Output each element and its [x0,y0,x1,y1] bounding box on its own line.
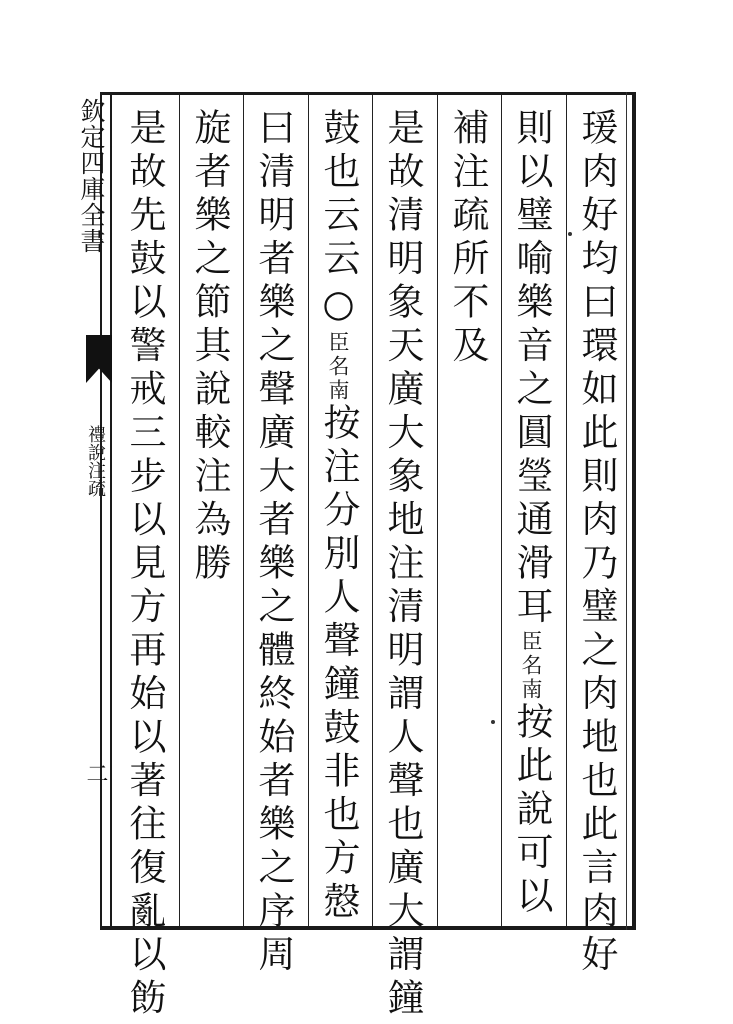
margin-book-title: 欽定四庫全書 [77,98,106,254]
column-rule [566,95,567,926]
author-note-small: 臣名南 [326,331,350,403]
author-note-small: 臣名南 [519,630,543,702]
frame-top-border [100,92,636,95]
column-rule [308,95,309,926]
margin-section-title: 禮說注疏 [85,425,106,497]
column-text: 按注分別人聲鐘鼓非也方慤 [317,403,360,925]
text-column-2 [508,108,554,920]
frame-right-border [632,92,636,930]
margin-page-number: 二 [83,762,108,784]
column-rule [501,95,502,926]
column-text: 按此說可以 [510,702,553,920]
column-rule [243,95,244,926]
column-rule [179,95,180,926]
column-rule [372,95,373,926]
scan-speck [568,232,572,236]
text-column-3 [444,108,490,369]
text-column-7 [186,108,232,587]
fishtail-mark-icon [86,335,112,383]
column-text: 瑗肉好均曰環如此則肉乃璧之肉地也此言肉好 [575,108,618,978]
text-column-1 [573,108,619,978]
column-rule [437,95,438,926]
text-column-4 [379,108,425,1022]
frame-bottom-border [100,926,636,930]
text-column-8 [121,108,167,1022]
text-column-6 [250,108,296,978]
frame-right-inner-rule [626,92,627,930]
column-text: 是故清明象天廣大象地注清明謂人聲也廣大謂鐘 [381,108,424,1022]
column-text: 曰清明者樂之聲廣大者樂之體終始者樂之序周 [252,108,295,978]
text-column-5 [315,108,361,925]
column-text: 鼓也云云 [317,108,360,282]
column-text: 是故先鼓以警戒三步以見方再始以著往復亂以飭 [123,108,166,1022]
column-text: 則以璧喻樂音之圓瑩通滑耳 [510,108,553,630]
scan-speck [491,720,495,724]
column-text: 補注疏所不及 [446,108,489,369]
gutter-divider-rule [110,92,112,930]
circle-separator-mark: ○ [317,282,360,331]
column-text: 旋者樂之節其說較注為勝 [188,108,231,587]
